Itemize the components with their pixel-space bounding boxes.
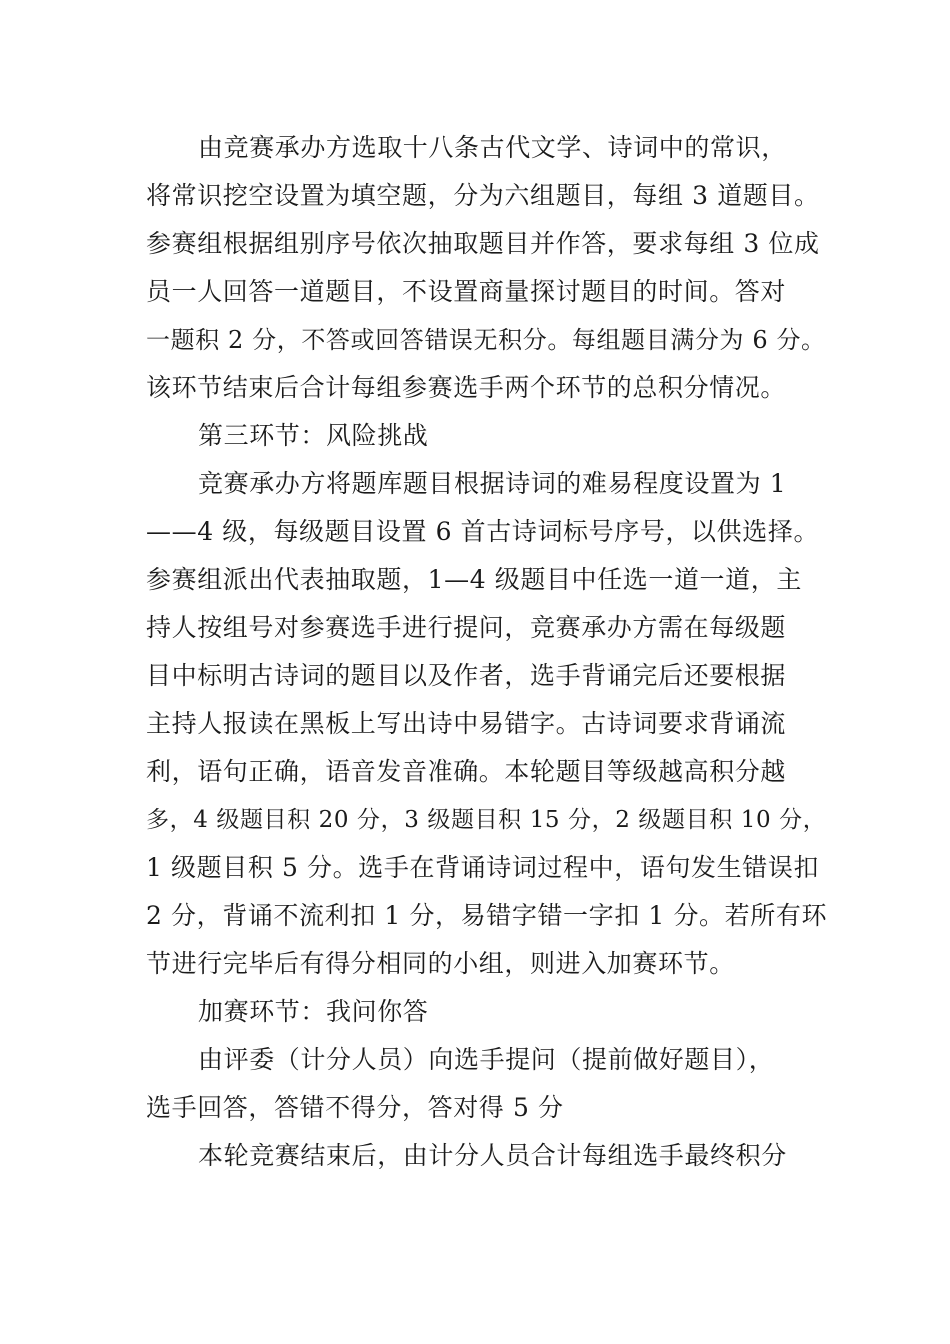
text-line: 员一人回答一道题目，不设置商量探讨题目的时间。答对: [146, 277, 787, 306]
text-line: 竞赛承办方将题库题目根据诗词的难易程度设置为 1: [198, 469, 787, 498]
text-line: 选手回答，答错不得分，答对得 5 分: [146, 1093, 564, 1122]
text-line: 多，4 级题目积 20 分，3 级题目积 15 分，2 级题目积 10 分，: [146, 807, 827, 833]
text-line: 由评委（计分人员）向选手提问（提前做好题目），: [198, 1045, 775, 1074]
text-line: 目中标明古诗词的题目以及作者，选手背诵完后还要根据: [146, 661, 787, 690]
text-line: 由竞赛承办方选取十八条古代文学、诗词中的常识，: [198, 133, 787, 162]
text-line: 一题积 2 分，不答或回答错误无积分。每组题目满分为 6 分。: [146, 326, 826, 354]
text-line: 将常识挖空设置为填空题，分为六组题目，每组 3 道题目。: [146, 181, 820, 210]
section-heading: 第三环节：风险挑战: [198, 421, 429, 450]
text-line: 参赛组派出代表抽取题，1—4 级题目中任选一道一道，主: [146, 565, 802, 594]
text-line: 节进行完毕后有得分相同的小组，则进入加赛环节。: [146, 949, 735, 978]
heading-round-three: [146, 412, 816, 460]
heading-extra-round: [146, 988, 816, 1036]
paragraph-extra-round-rules: [146, 1036, 816, 1132]
paragraph-final-scoring: [146, 1132, 816, 1180]
text-line: 利，语句正确，语音发音准确。本轮题目等级越高积分越: [146, 757, 787, 786]
text-line: ——4 级，每级题目设置 6 首古诗词标号序号，以供选择。: [146, 517, 820, 546]
section-heading: 加赛环节：我问你答: [198, 997, 429, 1026]
document-body: [146, 124, 828, 1180]
text-line: 主持人报读在黑板上写出诗中易错字。古诗词要求背诵流: [146, 709, 787, 738]
text-line: 本轮竞赛结束后，由计分人员合计每组选手最终积分: [198, 1141, 787, 1170]
text-line: 持人按组号对参赛选手进行提问，竞赛承办方需在每级题: [146, 613, 787, 642]
paragraph-round-three-rules: [146, 460, 828, 988]
paragraph-round-two-rules: [146, 124, 826, 412]
text-line: 2 分，背诵不流利扣 1 分，易错字错一字扣 1 分。若所有环: [146, 901, 828, 930]
text-line: 参赛组根据组别序号依次抽取题目并作答，要求每组 3 位成: [146, 229, 820, 258]
text-line: 1 级题目积 5 分。选手在背诵诗词过程中，语句发生错误扣: [146, 853, 820, 882]
text-line: 该环节结束后合计每组参赛选手两个环节的总积分情况。: [146, 373, 787, 402]
